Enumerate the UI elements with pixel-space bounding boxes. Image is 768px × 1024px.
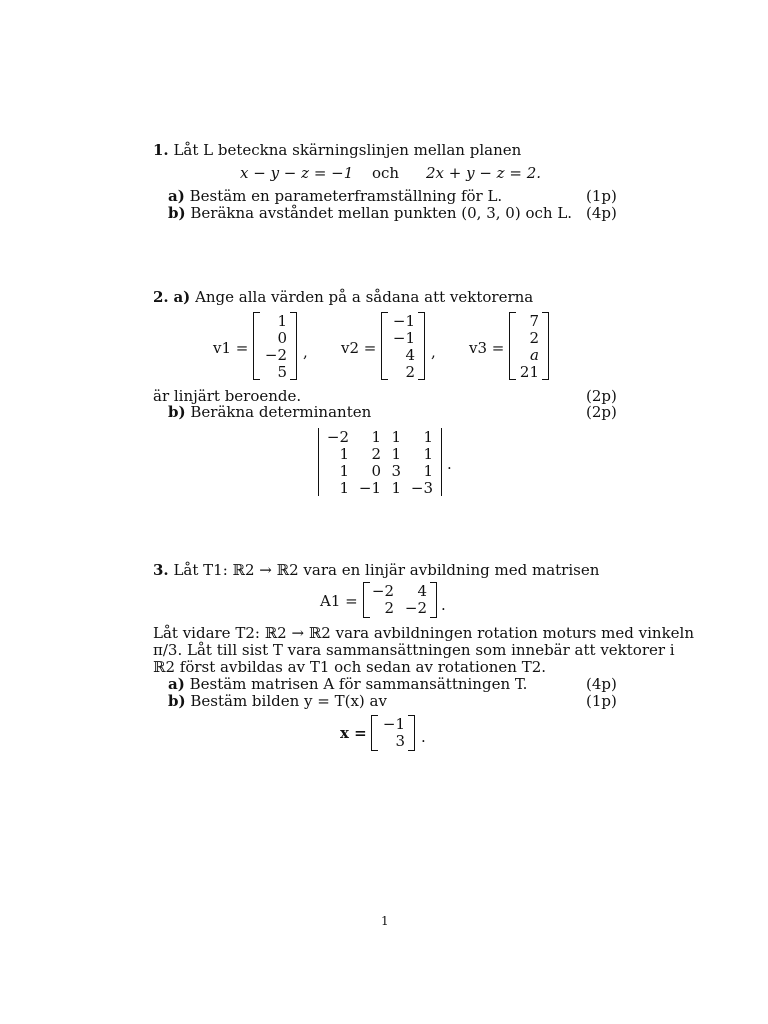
determinant [318, 428, 442, 496]
matrix-cell: 4 [405, 346, 415, 364]
comma: , [431, 343, 436, 361]
bracket-right [542, 312, 549, 380]
matrix-cell: 1 [423, 445, 433, 463]
problem-3-part-a-points: (4p) [586, 675, 617, 693]
matrix-cell: −3 [410, 479, 433, 497]
matrix-cell: 0 [277, 329, 287, 347]
part-a-text: Bestäm en parameterframställning för L. [189, 187, 503, 205]
part-a-text: Bestäm matrisen A för sammansättningen T. [189, 675, 528, 693]
part-b-label: b) [168, 204, 186, 222]
vector-v1 [253, 312, 297, 380]
matrix-cell: −1 [382, 715, 405, 733]
part-b-text: Beräkna avståndet mellan punkten (0, 3, 0) och L. [190, 204, 573, 222]
matrix-cell: 1 [339, 462, 349, 480]
part-a-label: a) [168, 187, 185, 205]
problem-3-intro-text: Låt T1: ℝ2 → ℝ2 vara en linjär avbildning med matrisen [173, 561, 600, 579]
matrix-cell: 3 [391, 462, 401, 480]
problem-3-part-b-points: (1p) [586, 692, 617, 710]
problem-1-intro [153, 141, 521, 159]
problem-1-number: 1. [153, 141, 169, 159]
problem-1-part-b [168, 204, 572, 222]
problem-1-part-a [168, 187, 502, 205]
problem-1-part-a-points: (1p) [586, 187, 617, 205]
vector-v2-label: v2 = [341, 339, 377, 357]
matrix-cell: 1 [423, 462, 433, 480]
problem-3-paragraph-line-2: π/3. Låt till sist T vara sammansättningen som innebär att vektorer i [153, 641, 675, 659]
bracket-left [253, 312, 260, 380]
problem-3-paragraph-line-1: Låt vidare T2: ℝ2 → ℝ2 vara avbildningen rotation moturs med vinkeln [153, 624, 694, 642]
determinant-bar-right [441, 428, 442, 496]
vector-v1-label: v1 = [213, 339, 249, 357]
matrix-cell: −2 [404, 599, 427, 617]
comma: , [303, 343, 308, 361]
matrix-cell: 1 [371, 428, 381, 446]
matrix-cell: −1 [392, 329, 415, 347]
page-number: 1 [381, 914, 389, 928]
determinant-end: . [447, 455, 452, 473]
bracket-right [430, 582, 437, 618]
bracket-left [381, 312, 388, 380]
bracket-right [408, 715, 415, 751]
matrix-cell: a [530, 346, 539, 364]
matrix-cell: 2 [384, 599, 394, 617]
problem-3-intro [153, 561, 599, 579]
determinant-bar-left [318, 428, 319, 496]
part-a-label: a) [173, 288, 191, 306]
bracket-right [290, 312, 297, 380]
vector-v2 [381, 312, 425, 380]
matrix-cell: −2 [326, 428, 349, 446]
problem-1-equation-2: 2x + y − z = 2. [426, 164, 542, 182]
problem-2-number: 2. [153, 288, 169, 306]
matrix-cell: 5 [277, 363, 287, 381]
bracket-right [418, 312, 425, 380]
bracket-left [371, 715, 378, 751]
problem-2-part-a-points: (2p) [586, 387, 617, 405]
part-a-intro: Ange alla värden på a sådana att vektorerna [195, 288, 534, 306]
matrix-cell: 1 [391, 445, 401, 463]
vector-x-label: x = [340, 724, 367, 742]
problem-1-equation-1: x − y − z = −1 [240, 164, 354, 182]
vector-v3-label: v3 = [469, 339, 505, 357]
problem-3-part-b [168, 692, 387, 710]
matrix-cell: 21 [519, 363, 539, 381]
matrix-cell: 1 [277, 312, 287, 330]
matrix-cell: 2 [405, 363, 415, 381]
problem-2-part-a-tail: är linjärt beroende. [153, 387, 302, 405]
problem-2-part-b-points: (2p) [586, 403, 617, 421]
bracket-left [363, 582, 370, 618]
matrix-cell: 7 [529, 312, 539, 330]
part-a-label: a) [168, 675, 185, 693]
problem-3-paragraph-line-3: ℝ2 först avbildas av T1 och sedan av rotationen T2. [153, 658, 547, 676]
matrix-cell: 2 [529, 329, 539, 347]
vector-x [371, 715, 415, 751]
part-b-label: b) [168, 403, 186, 421]
matrix-cell: −1 [358, 479, 381, 497]
problem-1-part-b-points: (4p) [586, 204, 617, 222]
part-b-label: b) [168, 692, 186, 710]
matrix-A1-end: . [441, 596, 446, 614]
matrix-cell: 4 [417, 582, 427, 600]
matrix-cell: 1 [339, 445, 349, 463]
matrix-cell: 1 [391, 479, 401, 497]
matrix-A1-label: A1 = [320, 592, 358, 610]
problem-1-intro-text: Låt L beteckna skärningslinjen mellan planen [173, 141, 522, 159]
vector-x-end: . [421, 728, 426, 746]
problem-2-intro [153, 288, 533, 306]
problem-3-number: 3. [153, 561, 169, 579]
matrix-cell: −2 [371, 582, 394, 600]
matrix-cell: 0 [371, 462, 381, 480]
matrix-cell: 1 [339, 479, 349, 497]
problem-2-part-b [168, 403, 371, 421]
matrix-cell: −1 [392, 312, 415, 330]
matrix-cell: 1 [391, 428, 401, 446]
matrix-A1 [363, 582, 437, 618]
bracket-left [509, 312, 516, 380]
matrix-cell: 1 [423, 428, 433, 446]
vector-v3 [509, 312, 549, 380]
problem-1-och: och [372, 164, 400, 182]
part-b-text: Bestäm bilden y = T(x) av [190, 692, 387, 710]
matrix-cell: 3 [395, 732, 405, 750]
part-b-text: Beräkna determinanten [190, 403, 372, 421]
problem-3-part-a [168, 675, 527, 693]
matrix-cell: 2 [371, 445, 381, 463]
matrix-cell: −2 [264, 346, 287, 364]
